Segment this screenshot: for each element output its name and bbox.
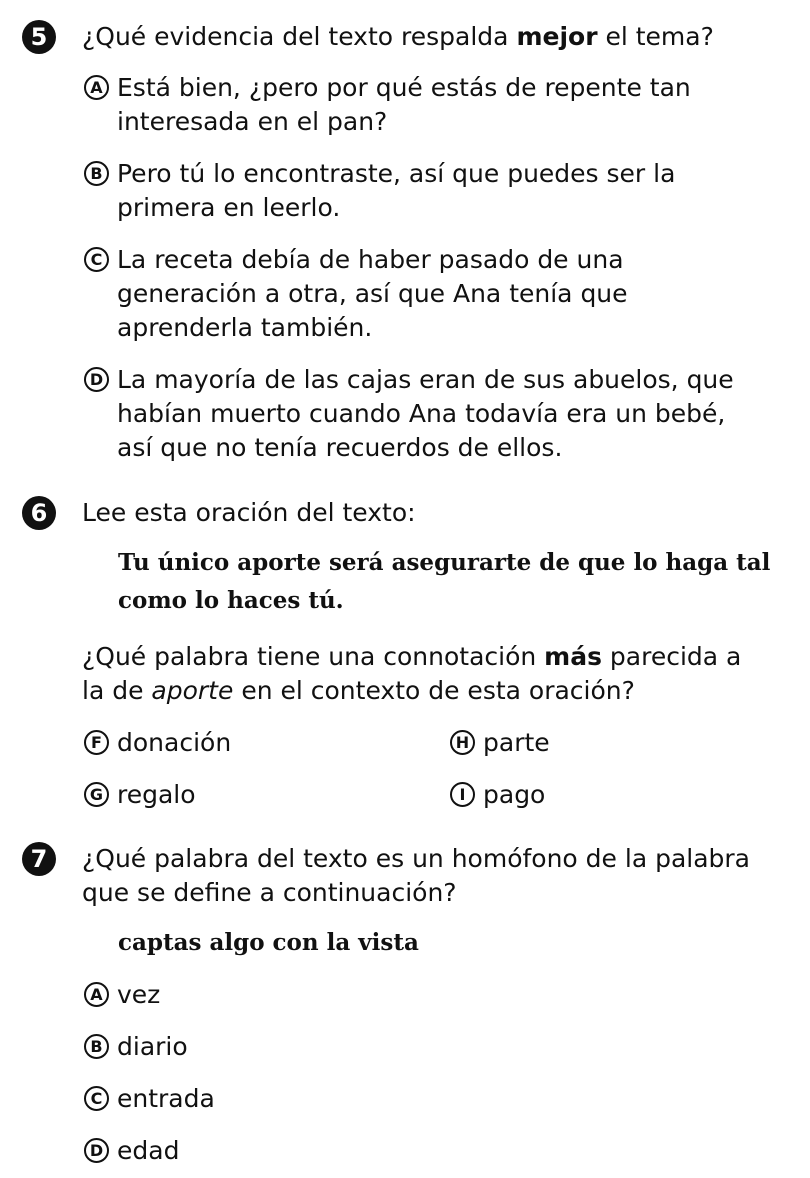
option-line: habían muerto cuando Ana todavía era un bebé, — [117, 399, 726, 428]
answer-option-a[interactable] — [84, 978, 784, 1012]
question-stem: que se define a continuación? — [82, 878, 457, 907]
answer-option-h[interactable] — [450, 726, 750, 760]
option-line: así que no tenía recuerdos de ellos. — [117, 433, 563, 462]
option-line: generación a otra, así que Ana tenía que — [117, 279, 628, 308]
question-number-badge: 6 — [22, 496, 56, 530]
option-letter-circle: H — [450, 730, 475, 755]
stem-emphasis: mejor — [516, 22, 598, 51]
answer-option-b[interactable] — [84, 1030, 784, 1064]
answer-option-c[interactable] — [84, 1082, 784, 1116]
option-text: parte — [483, 728, 550, 757]
option-text — [117, 157, 675, 225]
stem-text: ¿Qué palabra tiene una connotación — [82, 642, 545, 671]
option-letter-circle: F — [84, 730, 109, 755]
question-intro: Lee esta oración del texto: — [82, 498, 416, 527]
answer-option-d[interactable] — [84, 1134, 784, 1168]
option-text: vez — [117, 980, 161, 1009]
option-line: Está bien, ¿pero por qué estás de repente tan — [117, 73, 691, 102]
option-text: diario — [117, 1032, 188, 1061]
answer-option-b[interactable] — [84, 157, 784, 225]
stem-text: en el contexto de esta oración? — [233, 676, 635, 705]
option-text: entrada — [117, 1084, 215, 1113]
question-stem — [82, 20, 792, 54]
option-line: aprenderla también. — [117, 313, 373, 342]
option-text: regalo — [117, 780, 196, 809]
answer-option-i[interactable] — [450, 778, 750, 812]
option-letter-circle: G — [84, 782, 109, 807]
option-line: Pero tú lo encontraste, así que puedes ser la — [117, 159, 676, 188]
stem-text: parecida a — [601, 642, 742, 671]
option-text — [117, 363, 734, 465]
option-text: pago — [483, 780, 546, 809]
option-letter-circle: D — [84, 367, 109, 392]
option-line: La receta debía de haber pasado de una — [117, 245, 624, 274]
quote-line: Tu único aporte será asegurarte de que lo haga tal — [118, 549, 771, 576]
question-stem: ¿Qué palabra del texto es un homófono de la palabra — [82, 844, 751, 873]
option-letter-circle: C — [84, 247, 109, 272]
question-number-badge: 5 — [22, 20, 56, 54]
question-stem — [82, 674, 792, 708]
answer-option-d[interactable] — [84, 363, 784, 465]
option-letter-circle: A — [84, 982, 109, 1007]
quoted-sentence — [118, 544, 770, 620]
option-letter-circle: I — [450, 782, 475, 807]
answer-option-g[interactable] — [84, 778, 424, 812]
option-letter-circle: A — [84, 75, 109, 100]
option-line: La mayoría de las cajas eran de sus abuelos, que — [117, 365, 734, 394]
option-letter-circle: B — [84, 161, 109, 186]
question-number-badge: 7 — [22, 842, 56, 876]
option-letter-circle: C — [84, 1086, 109, 1111]
stem-italic-word: aporte — [151, 676, 234, 705]
answer-option-c[interactable] — [84, 243, 784, 345]
option-text: donación — [117, 728, 232, 757]
option-line: interesada en el pan? — [117, 107, 388, 136]
question-stem — [82, 640, 792, 674]
option-letter-circle: D — [84, 1138, 109, 1163]
quote-line: como lo haces tú. — [118, 587, 344, 614]
definition-text: captas algo con la vista — [118, 929, 419, 956]
option-text — [117, 71, 691, 139]
answer-option-f[interactable] — [84, 726, 424, 760]
option-text: edad — [117, 1136, 180, 1165]
stem-text: la de — [82, 676, 152, 705]
option-letter-circle: B — [84, 1034, 109, 1059]
stem-emphasis: más — [544, 642, 602, 671]
answer-option-a[interactable] — [84, 71, 784, 139]
stem-text: ¿Qué evidencia del texto respalda — [82, 22, 517, 51]
option-text — [117, 243, 628, 345]
stem-text: el tema? — [597, 22, 714, 51]
option-line: primera en leerlo. — [117, 193, 341, 222]
